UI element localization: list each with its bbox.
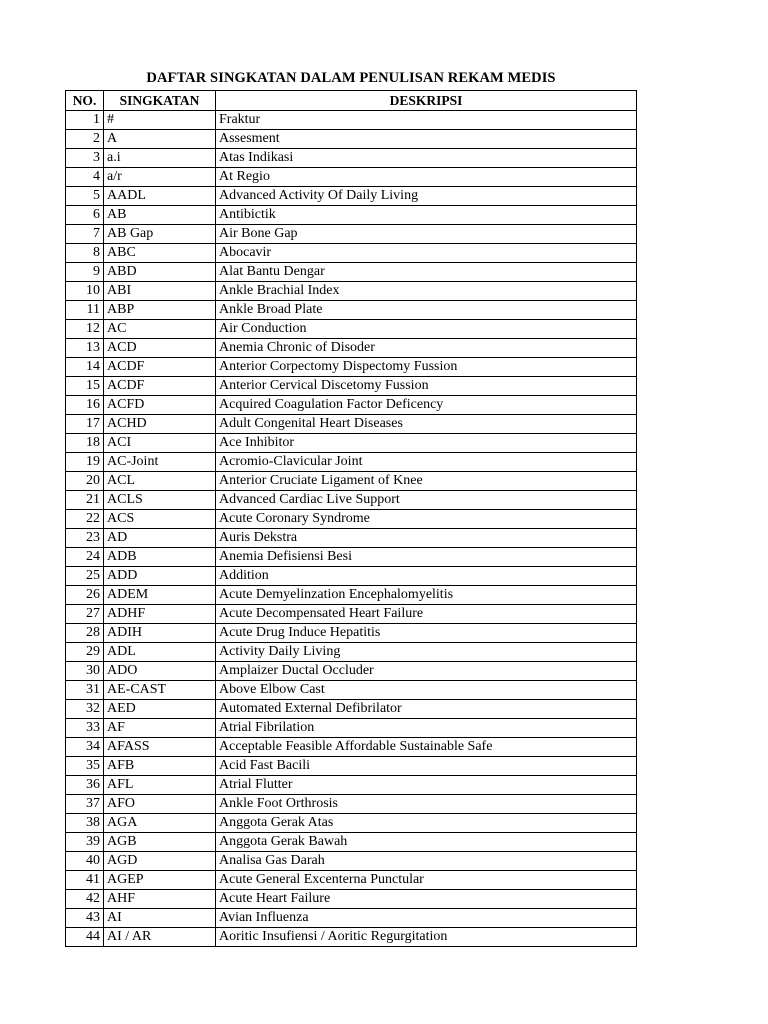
header-no: NO. [66,91,104,111]
table-row [66,168,637,187]
table-row [66,491,637,510]
row-abbreviation: AC-Joint [104,453,216,472]
row-description: Acute Drug Induce Hepatitis [216,624,637,643]
row-abbreviation: AB [104,206,216,225]
row-number: 7 [66,225,104,244]
table-row [66,415,637,434]
table-row [66,472,637,491]
row-number: 14 [66,358,104,377]
row-abbreviation: a/r [104,168,216,187]
row-number: 11 [66,301,104,320]
table-row [66,871,637,890]
row-description: Advanced Cardiac Live Support [216,491,637,510]
row-abbreviation: ADB [104,548,216,567]
row-description: Abocavir [216,244,637,263]
row-number: 4 [66,168,104,187]
row-number: 41 [66,871,104,890]
table-row [66,434,637,453]
row-description: Air Conduction [216,320,637,339]
row-description: Acute Demyelinzation Encephalomyelitis [216,586,637,605]
row-description: Ankle Brachial Index [216,282,637,301]
row-number: 8 [66,244,104,263]
row-abbreviation: ADHF [104,605,216,624]
row-description: Antibictik [216,206,637,225]
row-abbreviation: ABP [104,301,216,320]
row-description: Ace Inhibitor [216,434,637,453]
header-abbreviation: SINGKATAN [104,91,216,111]
row-abbreviation: AFASS [104,738,216,757]
row-number: 25 [66,567,104,586]
row-abbreviation: AGB [104,833,216,852]
table-row [66,510,637,529]
table-header-row [66,91,637,111]
row-description: Anemia Defisiensi Besi [216,548,637,567]
row-abbreviation: AC [104,320,216,339]
table-row [66,244,637,263]
row-abbreviation: ACFD [104,396,216,415]
table-row [66,928,637,947]
table-row [66,662,637,681]
row-description: Anggota Gerak Atas [216,814,637,833]
table-row [66,719,637,738]
row-number: 40 [66,852,104,871]
row-number: 26 [66,586,104,605]
row-number: 30 [66,662,104,681]
row-number: 13 [66,339,104,358]
row-number: 37 [66,795,104,814]
row-number: 29 [66,643,104,662]
row-number: 6 [66,206,104,225]
table-row [66,548,637,567]
row-description: Air Bone Gap [216,225,637,244]
row-description: Acquired Coagulation Factor Deficency [216,396,637,415]
row-number: 16 [66,396,104,415]
row-abbreviation: ADL [104,643,216,662]
table-row [66,149,637,168]
row-number: 12 [66,320,104,339]
table-row [66,795,637,814]
row-number: 33 [66,719,104,738]
table-row [66,909,637,928]
row-description: Automated External Defibrilator [216,700,637,719]
row-number: 42 [66,890,104,909]
table-row [66,624,637,643]
row-abbreviation: AFB [104,757,216,776]
row-number: 43 [66,909,104,928]
row-abbreviation: ABD [104,263,216,282]
row-abbreviation: ADIH [104,624,216,643]
table-row [66,339,637,358]
table-row [66,833,637,852]
row-abbreviation: AI / AR [104,928,216,947]
row-description: Acid Fast Bacili [216,757,637,776]
row-number: 15 [66,377,104,396]
row-description: Atrial Flutter [216,776,637,795]
row-number: 10 [66,282,104,301]
row-description: Adult Congenital Heart Diseases [216,415,637,434]
row-number: 17 [66,415,104,434]
table-row [66,757,637,776]
row-number: 18 [66,434,104,453]
row-description: Alat Bantu Dengar [216,263,637,282]
row-description: Aoritic Insufiensi / Aoritic Regurgitation [216,928,637,947]
row-abbreviation: ACI [104,434,216,453]
row-abbreviation: AFL [104,776,216,795]
row-description: Acute General Excenterna Punctular [216,871,637,890]
row-number: 35 [66,757,104,776]
table-row [66,377,637,396]
document-title: DAFTAR SINGKATAN DALAM PENULISAN REKAM MEDIS [146,70,556,86]
row-abbreviation: ACLS [104,491,216,510]
row-abbreviation: ACDF [104,377,216,396]
row-abbreviation: ACS [104,510,216,529]
table-row [66,282,637,301]
table-row [66,320,637,339]
row-number: 27 [66,605,104,624]
header-description: DESKRIPSI [216,91,637,111]
row-number: 28 [66,624,104,643]
row-number: 31 [66,681,104,700]
row-abbreviation: AED [104,700,216,719]
row-abbreviation: AD [104,529,216,548]
row-number: 39 [66,833,104,852]
row-abbreviation: AGEP [104,871,216,890]
row-number: 9 [66,263,104,282]
row-abbreviation: AHF [104,890,216,909]
table-row [66,567,637,586]
row-abbreviation: ACL [104,472,216,491]
row-description: Acute Coronary Syndrome [216,510,637,529]
row-number: 19 [66,453,104,472]
table-row [66,700,637,719]
row-abbreviation: a.i [104,149,216,168]
row-description: Above Elbow Cast [216,681,637,700]
row-number: 2 [66,130,104,149]
row-number: 5 [66,187,104,206]
table-row [66,206,637,225]
row-number: 44 [66,928,104,947]
row-description: Amplaizer Ductal Occluder [216,662,637,681]
row-description: Acceptable Feasible Affordable Sustainable Safe [216,738,637,757]
table-row [66,225,637,244]
row-abbreviation: AGD [104,852,216,871]
row-abbreviation: ACDF [104,358,216,377]
row-abbreviation: AFO [104,795,216,814]
table-row [66,453,637,472]
row-description: Activity Daily Living [216,643,637,662]
row-abbreviation: A [104,130,216,149]
row-description: Addition [216,567,637,586]
table-row [66,358,637,377]
table-row [66,130,637,149]
row-description: Fraktur [216,111,637,130]
row-abbreviation: AB Gap [104,225,216,244]
table-row [66,301,637,320]
row-number: 22 [66,510,104,529]
row-abbreviation: AI [104,909,216,928]
row-description: Assesment [216,130,637,149]
row-abbreviation: # [104,111,216,130]
row-description: Ankle Foot Orthrosis [216,795,637,814]
row-number: 1 [66,111,104,130]
row-number: 38 [66,814,104,833]
table-row [66,852,637,871]
table-row [66,681,637,700]
row-description: Acute Decompensated Heart Failure [216,605,637,624]
row-description: Acromio-Clavicular Joint [216,453,637,472]
row-description: Anterior Cervical Discetomy Fussion [216,377,637,396]
row-description: Atas Indikasi [216,149,637,168]
row-number: 32 [66,700,104,719]
row-abbreviation: ADO [104,662,216,681]
row-abbreviation: ADD [104,567,216,586]
row-description: Auris Dekstra [216,529,637,548]
row-abbreviation: ACD [104,339,216,358]
row-description: Advanced Activity Of Daily Living [216,187,637,206]
table-row [66,643,637,662]
row-abbreviation: AGA [104,814,216,833]
row-number: 3 [66,149,104,168]
row-abbreviation: AE-CAST [104,681,216,700]
table-row [66,187,637,206]
table-row [66,396,637,415]
row-description: Anterior Cruciate Ligament of Knee [216,472,637,491]
row-description: Acute Heart Failure [216,890,637,909]
table-row [66,605,637,624]
table-row [66,529,637,548]
row-abbreviation: ADEM [104,586,216,605]
row-abbreviation: AADL [104,187,216,206]
row-number: 21 [66,491,104,510]
table-row [66,738,637,757]
row-number: 20 [66,472,104,491]
table-row [66,814,637,833]
row-description: Ankle Broad Plate [216,301,637,320]
row-description: Atrial Fibrilation [216,719,637,738]
table-body [66,111,637,947]
row-description: At Regio [216,168,637,187]
row-description: Anggota Gerak Bawah [216,833,637,852]
table-row [66,586,637,605]
row-number: 36 [66,776,104,795]
row-description: Analisa Gas Darah [216,852,637,871]
row-description: Anemia Chronic of Disoder [216,339,637,358]
row-number: 24 [66,548,104,567]
row-number: 23 [66,529,104,548]
row-abbreviation: ACHD [104,415,216,434]
row-number: 34 [66,738,104,757]
row-abbreviation: ABI [104,282,216,301]
row-abbreviation: AF [104,719,216,738]
row-description: Anterior Corpectomy Dispectomy Fussion [216,358,637,377]
table-row [66,263,637,282]
table-row [66,111,637,130]
abbreviation-table [65,90,637,947]
row-abbreviation: ABC [104,244,216,263]
table-row [66,890,637,909]
row-description: Avian Influenza [216,909,637,928]
table-row [66,776,637,795]
